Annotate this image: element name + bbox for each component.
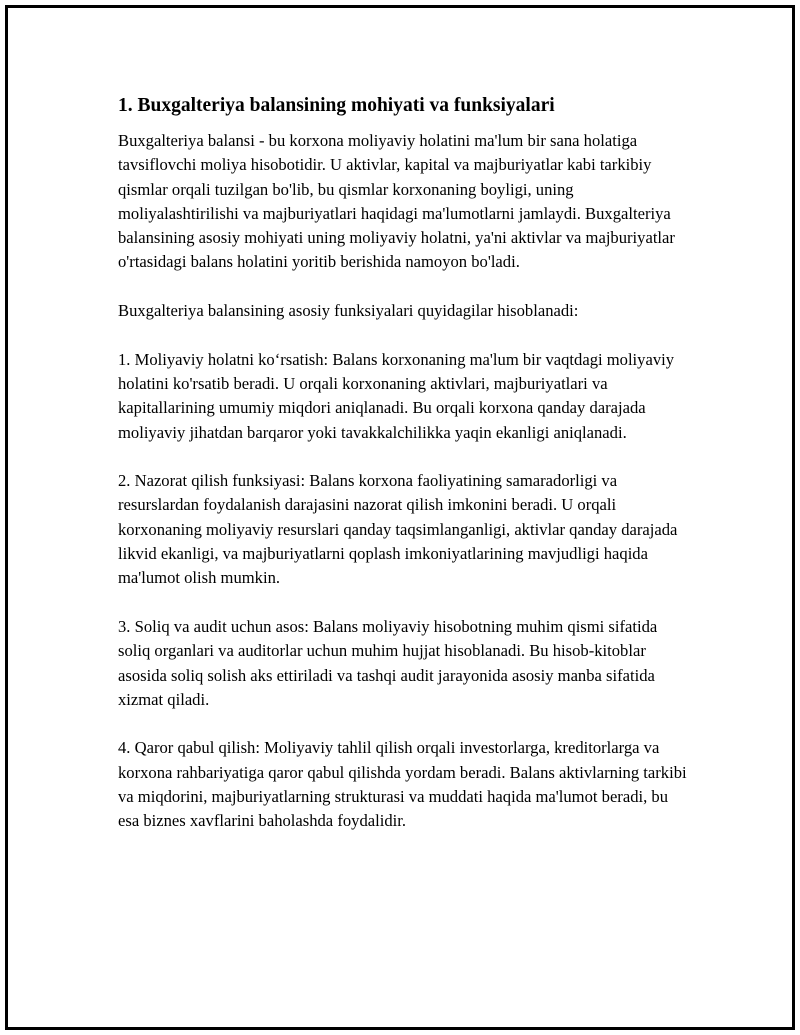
paragraph-intro: Buxgalteriya balansi - bu korxona moliyaviy holatini ma'lum bir sana holatiga tavsiflovchi moliya hisobotidir. U aktivlar, kapital va majburiyatlar kabi tarkibiy qismlar orqali tuzilgan bo'lib, bu qismlar korxonaning boyligi, uning moliyalashtirilishi va majburiyatlari haqidagi ma'lumotlarni jamlaydi. Buxgalteriya balansining asosiy mohiyati uning moliyaviy holatni, ya'ni aktivlar va majburiyatlar o'rtasidagi balans holatini yoritib berishida namoyon bo'ladi. bbox=[118, 131, 675, 272]
paragraph-function-2: 2. Nazorat qilish funksiyasi: Balans korxona faoliyatining samaradorligi va resurslardan foydalanish darajasini nazorat qilish imkonini beradi. U orqali korxonaning moliyaviy resurslari qanday taqsimlanganligi, aktivlar qanday darajada likvid ekanligi, va majburiyatlarni qoplash imkoniyatlarining mavjudligi haqida ma'lumot olish mumkin. bbox=[118, 471, 678, 588]
paragraph-functions-heading: Buxgalteriya balansining asosiy funksiyalari quyidagilar hisoblanadi: bbox=[118, 301, 579, 321]
paragraph-function-3: 3. Soliq va audit uchun asos: Balans moliyaviy hisobotning muhim qismi sifatida soliq organlari va auditorlar uchun muhim hujjat hisoblanadi. Bu hisob-kitoblar asosida soliq solish aks ettiriladi va tashqi audit jarayonida asosiy manba sifatida xizmat qiladi. bbox=[118, 616, 658, 709]
section-title: 1. Buxgalteriya balansining mohiyati va funksiyalari bbox=[118, 95, 555, 116]
paragraph-function-4: 4. Qaror qabul qilish: Moliyaviy tahlil qilish orqali investorlarga, kreditorlarga va korxona rahbariyatiga qaror qabul qilishda yordam beradi. Balans aktivlarning tarkibi va miqdorini, majburiyatlarning strukturasi va muddati haqida ma'lumot beradi, bu esa biznes xavflarini baholashda foydalidir. bbox=[118, 738, 687, 831]
document-body bbox=[118, 93, 690, 858]
paragraph-function-1: 1. Moliyaviy holatni ko‘rsatish: Balans korxonaning ma'lum bir vaqtdagi moliyaviy holatini ko'rsatib beradi. U orqali korxonaning aktivlari, majburiyatlari va kapitallarining umumiy miqdori aniqlanadi. Bu orqali korxona qanday darajada moliyaviy jihatdan barqaror yoki tavakkalchilikka yaqin ekanligi aniqlanadi. bbox=[118, 349, 675, 442]
